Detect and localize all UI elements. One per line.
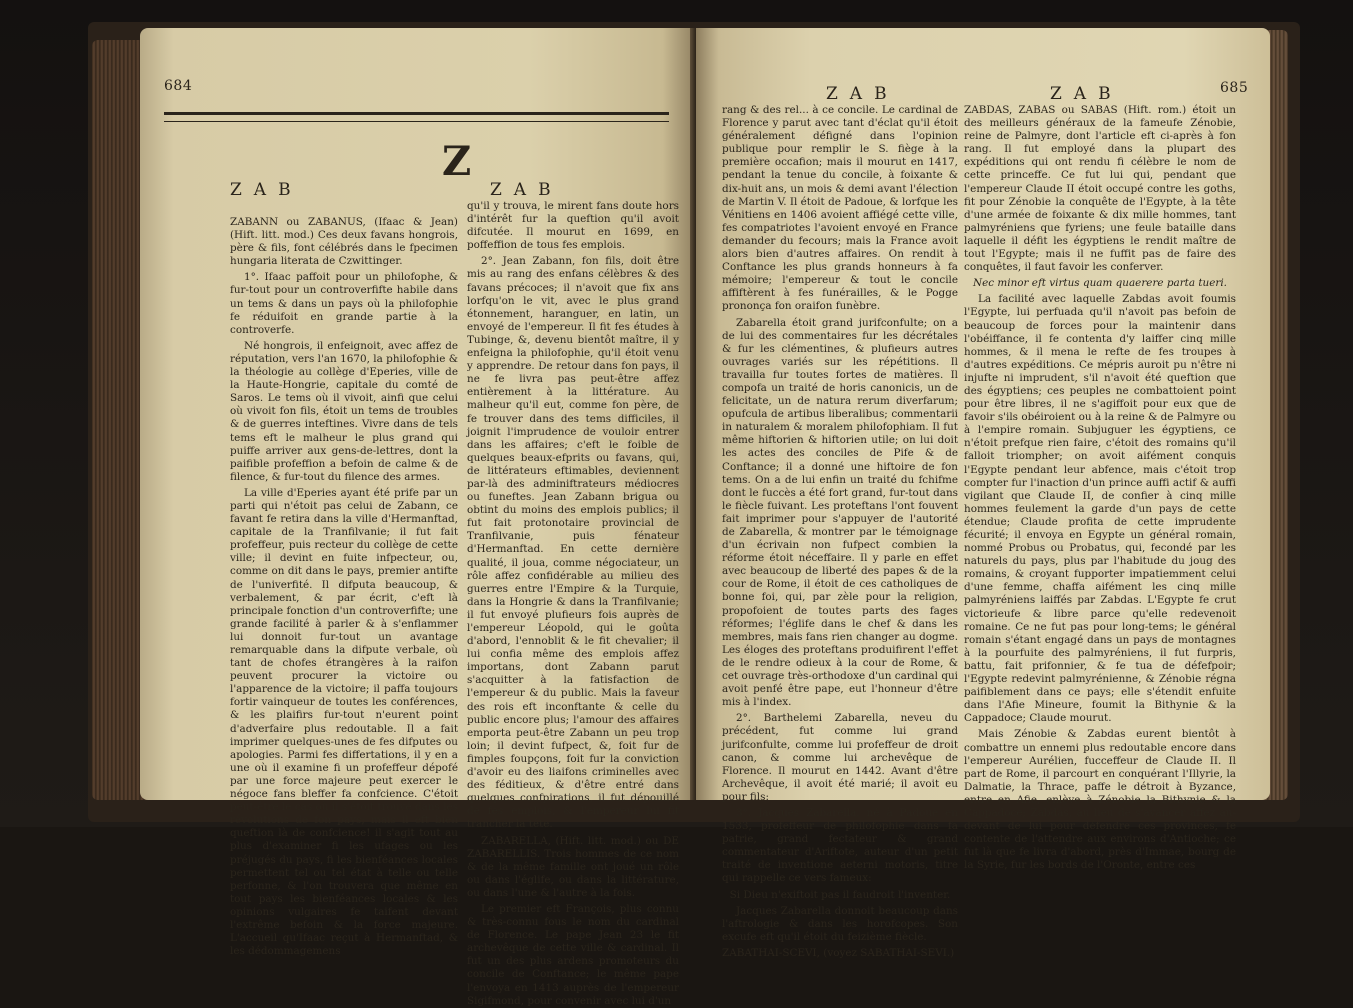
paragraph: ZABDAS, ZABAS ou SABAS (Hift. rom.) étoit un des meilleurs généraux de la fameufe Zénobie, reine de Palmyre, dont l'article eft ci-après à fon rang. Il fut employé dans la plupart des expéditions qui ont rendu fi célèbre le nom de cette princeffe. Ce fut lui qui, pendant que l'empereur Claude II étoit occupé contre les goths, fit pour Zénobie la conquête de l'Egypte, à la tête d'une armée de foixante & dix mille hommes, tant palmyréniens que fyriens; une feule bataille dans laquelle il défit les égyptiens le rendit maître de tout l'Egypte; mais il ne fuffit pas de faire des conquêtes, il faut favoir les conferver. — [964, 104, 1236, 274]
paragraph: 2°. Barthelemi Zabarella, neveu du précédent, fut comme lui grand jurifconfulte, comme lui profeffeur de droit canon, & comme lui archevêque de Florence. Il mourut en 1442. Avant d'être Archevêque, il avoit été marié; il avoit eu pour fils: — [722, 712, 958, 803]
left-col2-title: ZAB — [490, 180, 563, 200]
left-header-rule — [164, 112, 669, 122]
paragraph: La ville d'Eperies ayant été prife par un parti qui n'étoit pas celui de Zabann, ce favant fe retira dans la ville d'Hermanftad, capitale de la Tranfilvanie; il fut fait profeffeur, puis recteur du collège de cette ville; il devint en fuite infpecteur, ou, comme on dit dans le pays, premier antifte de l'univerfité. Il difputa beaucoup, & verbalement, & par écrit, c'eft là principale fonction d'un controverfifte; une grande facilité à parler & à s'enflammer lui donnoit fur-tout un avantage remarquable dans la difpute verbale, où tant de chofes étrangères à la raifon peuvent procurer la victoire ou l'apparence de la victoire; il paffa toujours fortir vainqueur de toutes les conférences, & les plaifirs fur-tout n'eurent point d'adverfaire plus redoutable. Il a fait imprimer quelques-unes de fes difputes ou apologies. Parmi fes differtations, il y en a une où il examine fi un profeffeur dépofé par une force majeure peut exercer le négoce fans bleffer fa confcience. C'étoit peut-être le cas où il s'étoit trouvé dans les révolutions de fon pays; mais il eft bien queftion là de confcience! il s'agit tout au plus d'examiner fi les ufages ou les préjugés du pays, fi les bienféances locales permettent tel ou tel état à telle ou telle perfonne, & l'on trouvera que même en tout pays les bienféances locales & les opinions vulgaires fe taifent devant l'extrême befoin & la force majeure. L'accueil qu'Ifaac reçut à Hermanftad, & les dédommagemens — [230, 486, 458, 958]
paragraph: Mais Zénobie & Zabdas eurent bientôt à combattre un ennemi plus redoutable encore dans l'empereur Aurélien, fucceffeur de Claude II. Il part de Rome, il parcourt en conquérant l'Illyrie, la Dalmatie, la Thrace, paffe le détroit à Byzance, entre en Afie, enlève à Zénobie la Bithynie & la Cappadoce; Zabdas, au lieu de s'avancer affez au-devant de lui pour défendre ces provinces, fe contente de l'attendre aux environs d'Antioche; ce fut là que fe livra d'abord, près d'Immae, bourg de la Syrie, fur les bords de l'Oronte, entre ces — [964, 728, 1236, 872]
right-col1-title: ZAB — [826, 84, 899, 104]
section-letter: Z — [442, 138, 472, 185]
cross-reference: ZABATHAI-SCEVI, (voyez SABATHAI-SEVI.) — [722, 946, 955, 959]
left-page — [140, 28, 696, 1007]
right-page — [696, 28, 1270, 959]
right-col2-title: ZAB — [1050, 84, 1123, 104]
quoted-verse: Si Dieu n'exiftoit pas il faudroit l'inventer. — [729, 888, 951, 901]
paragraph: 3°. Jacques Zabarella, né à Padoue en 1533, profeffeur de philofophie dans fa patrie, grand fectateur & grand commentateur d'Ariftote, auteur d'un petit traité de inventione aeterni motoris, titre qui rappelle ce vers fameux: — [722, 806, 958, 885]
paragraph: ZABANN ou ZABANUS, (Ifaac & Jean) (Hift. litt. mod.) Ces deux favans hongrois, père & fils, font célébrés dans le fpecimen hungaria literata de Czwittinger. — [230, 216, 458, 268]
latin-quote: Nec minor eft virtus quam quaerere parta tueri. — [973, 277, 1227, 290]
left-col2 — [467, 200, 679, 1007]
right-page-number: 685 — [1220, 80, 1249, 96]
right-col1 — [722, 104, 958, 959]
left-page-number: 684 — [164, 78, 193, 94]
right-col2 — [964, 104, 1236, 872]
paragraph: Zabarella étoit grand jurifconfulte; on a de lui des commentaires fur les décrétales & fur les clémentines, & plufieurs autres ouvrages variés sur les répétitions. Il travailla fur toutes fortes de matières. Il compofa un traité de horis canonicis, un de felicitate, un de natura rerum diverfarum; opufcula de artibus liberalibus; commentarii in naturalem & moralem philofophiam. Il fut même hiftorien & hiftorien utile; on lui doit les actes des conciles de Pife & de Conftance; il a donné une hiftoire de fon tems. On a de lui enfin un traité du fchifme dont le fuccès a été fort grand, fur-tout dans le fiècle fuivant. Les proteftans l'ont fouvent fait imprimer pour s'appuyer de l'autorité de Zabarella, & montrer par le témoignage d'un écrivain non fufpect combien la réforme étoit néceffaire. Il y parle en effet avec beaucoup de liberté des papes & de la cour de Rome, il étoit de ces catholiques de bonne foi, qui, par zèle pour la religion, propofoient de toutes parts des fages réformes; l'églife dans le chef & dans les membres, mais fans rien changer au dogme. Les éloges des proteftans produifirent l'effet de le rendre odieux à la cour de Rome, & cet ouvrage très-orthodoxe d'un cardinal qui avoit penfé être pape, eut l'honneur d'être mis à l'index. — [722, 316, 958, 709]
paragraph: 2°. Jean Zabann, fon fils, doit être mis au rang des enfans célèbres & des favans précoces; il n'avoit que fix ans lorfqu'on le vit, avec le plus grand étonnement, haranguer, en latin, un envoyé de l'empereur. Il fit fes études à Tubinge, &, devenu bientôt maître, il y enfeigna la philofophie, qu'il étoit venu y apprendre. De retour dans fon pays, il ne fe livra pas peut-être affez entièrement à la littérature. Au malheur qu'il eut, comme fon père, de fe trouver dans des tems difficiles, il joignit l'imprudence de vouloir entrer dans les affaires; c'eft le foible de quelques beaux-efprits ou favans, qui, de littérateurs eftimables, deviennent par-là des adminiftrateurs médiocres ou funeftes. Jean Zabann brigua ou obtint du moins des emplois publics; il fut fait protonotaire provincial de Tranfilvanie, puis fénateur d'Hermanftad. En cette dernière qualité, il joua, comme négociateur, un rôle affez confidérable au milieu des guerres entre l'Empire & la Turquie, dans la Hongrie & dans la Tranfilvanie; il fut envoyé plufieurs fois auprès de l'empereur Léopold, qui le goûta d'abord, l'ennoblit & le fit chevalier; il lui confia même des emplois affez importans, dont Zabann parut s'acquitter à la fatisfaction de l'empereur & du public. Mais la faveur des rois eft inconftante & celle du public encore plus; l'amour des affaires emporta peut-être Zabann un peu trop loin; il devint fufpect, &, foit fur de fimples foupçons, foit fur la conviction d'avoir eu des liaifons criminelles avec des féditieux, & d'être entré dans quelques confpirations, il fut dépouillé de fes emplois, & l'empereur lui fit trancher la tête. — [467, 255, 679, 831]
paragraph: Né hongrois, il enfeignoit, avec affez de réputation, vers l'an 1670, la philofophie & la théologie au collège d'Eperies, ville de la Haute-Hongrie, capitale du comté de Saros. Le tems où il vivoit, ainfi que celui où vivoit fon fils, étoit un tems de troubles & de guerres inteftines. Vivre dans de tels tems eft le malheur le plus grand qui puiffe arriver aux gens-de-lettres, dont la paifible profeffion a befoin de calme & de filence, & fur-tout du filence des armes. — [230, 339, 458, 483]
left-col1-title: ZAB — [230, 180, 303, 200]
paragraph: Jacques Zabarella donnoit beaucoup dans l'aftrologie & dans les horofcopes. Son excufe eft qu'il étoit du feizième fiècle. — [722, 904, 958, 943]
left-col1 — [230, 216, 458, 958]
paragraph: Le premier eft François, plus connu & très-connu fous le nom du cardinal de Florence. Le pape Jean 23 le fit archevêque de cette ville & cardinal. Il fut un des plus ardens promoteurs du concile de Conftance; le même pape l'envoya en 1413 auprès de l'empereur Sigifmond, pour convenir avec lui d'un — [467, 902, 679, 1007]
paragraph: qu'il y trouva, le mirent fans doute hors d'intérêt fur la queftion qu'il avoit difcutée. Il mourut en 1699, en poffeffion de tous fes emplois. — [467, 200, 679, 252]
paragraph: ZABARELLA, (Hift. litt. mod.) ou DE ZABARELLIS. Trois hommes de ce nom & de la même famille ont joué un rôle ou dans l'églife, ou dans la littérature, ou dans l'une & l'autre à la fois. — [467, 834, 679, 899]
paragraph: 1°. Ifaac paffoit pour un philofophe, & fur-tout pour un controverfifte habile dans un tems & dans un pays où la philofophie fe réduifoit en grande partie à la controverfe. — [230, 271, 458, 336]
paragraph: La facilité avec laquelle Zabdas avoit foumis l'Egypte, lui perfuada qu'il n'avoit pas befoin de beaucoup de forces pour la maintenir dans l'obéiffance, il fe contenta d'y laiffer cinq mille hommes, & il mena le refte de fes troupes à d'autres expéditions. Ce mépris auroit pu n'être ni injufte ni imprudent, s'il n'avoit été queftion que des égyptiens; ces peuples ne combattoient point pour être libres, il ne s'agiffoit pour eux que de favoir s'ils obéiroient ou à la reine & de Palmyre ou à l'empire romain. Subjuguer les égyptiens, ce n'étoit prefque rien faire, c'étoit des romains qu'il falloit triompher; on avoit aifément conquis l'Egypte pendant leur abfence, mais c'étoit trop compter fur l'inaction d'un prince auffi actif & auffi vigilant que Claude II, de confier à cinq mille hommes feulement la garde d'un pays de cette étendue; Claude profita de cette imprudente fécurité; il envoya en Egypte un général romain, nommé Probus ou Probatus, qui, fecondé par les naturels du pays, plus par l'habitude du joug des romains, & croyant fupporter impatiemment celui d'une femme, chaffa aifément les cinq mille palmyréniens laiffés par Zabdas. L'Egypte fe crut victorieufe & libre parce qu'elle redevenoit romaine. Ce ne fut pas pour long-tems; le général romain s'étant engagé dans un pays de montagnes à la pourfuite des palmyréniens, il fut furpris, battu, fait prifonnier, & fe tua de défefpoir; l'Egypte redevint palmyrénienne, & Zénobie régna paifiblement dans ce pays; elle s'étendit enfuite dans l'Afie Mineure, foumit la Bithynie & la Cappadoce; Claude mourut. — [964, 293, 1236, 725]
paragraph: rang & des rel... à ce concile. Le cardinal de Florence y parut avec tant d'éclat qu'il étoit généralement défigné dans l'opinion publique pour remplir le S. fiège à la première occafion; mais il mourut en 1417, pendant la tenue du concile, à foixante & dix-huit ans, un mois & demi avant l'élection de Martin V. Il étoit de Padoue, & lorfque les Vénitiens en 1406 avoient affiégé cette ville, fes compatriotes l'avoient envoyé en France demander du fecours; mais la France avoit alors bien d'autres affaires. On rendit à Conftance les plus grands honneurs à fa mémoire; l'empereur & tout le concile affiftèrent à fes funérailles, & le Pogge prononça fon oraifon funèbre. — [722, 104, 958, 313]
